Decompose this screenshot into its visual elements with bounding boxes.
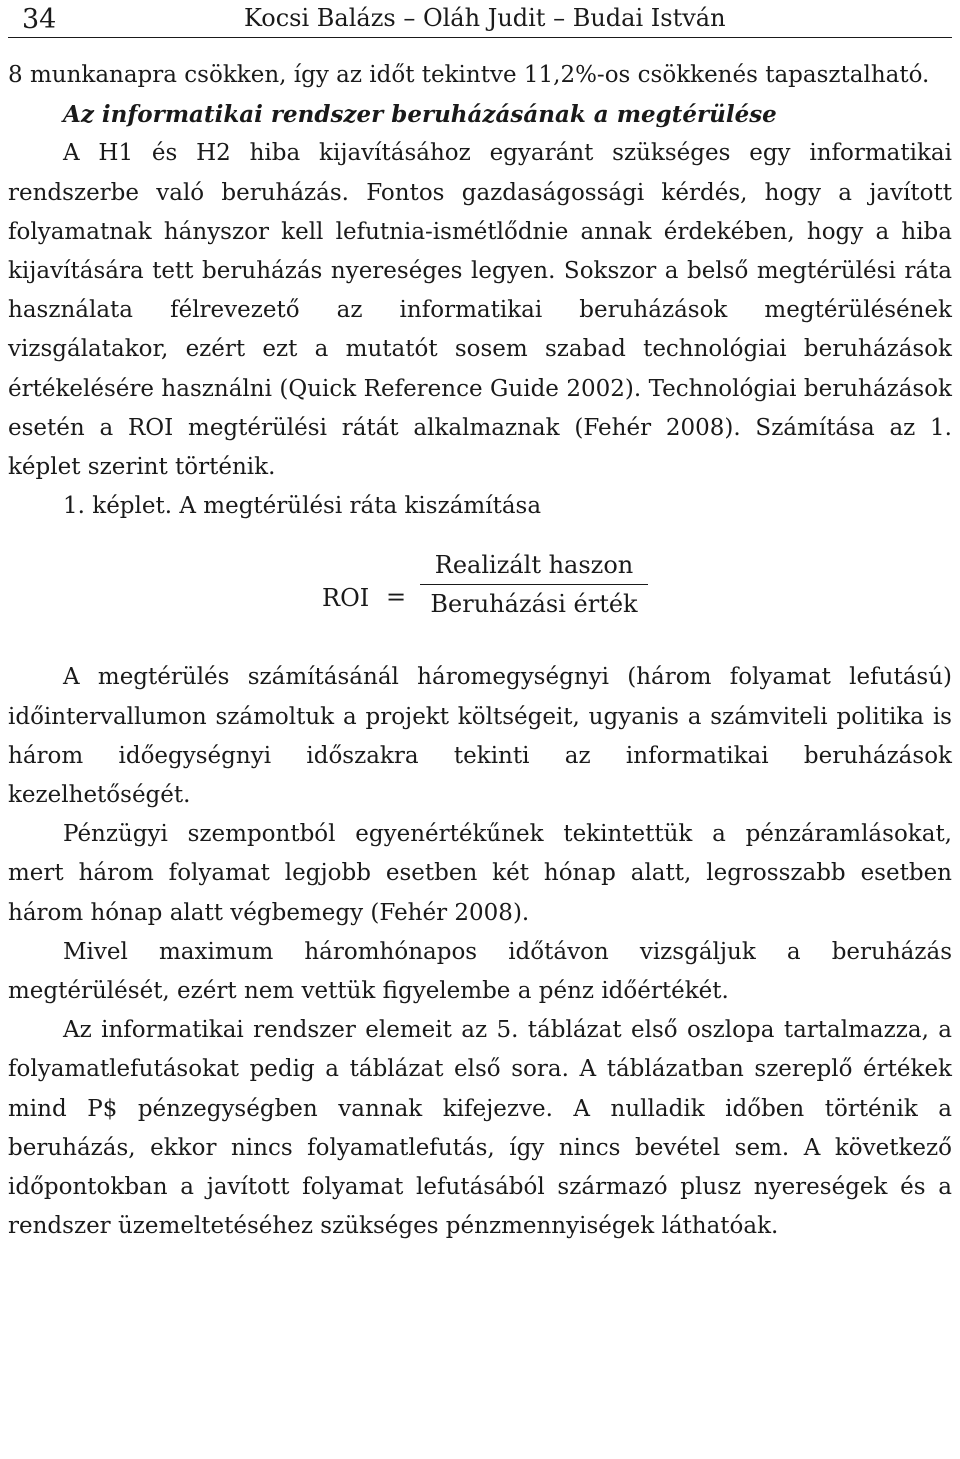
formula-caption: 1. képlet. A megtérülési ráta kiszámítása <box>63 493 542 520</box>
section-heading: Az informatikai rendszer beruházásának a megtérülése <box>63 101 777 129</box>
paragraph-time-value: Mivel maximum háromhónapos időtávon vizsgáljuk a beruházás megtérülését, ezért nem vettük figyelembe a pénz időértékét. <box>8 938 952 1005</box>
roi-formula <box>8 540 952 658</box>
paragraph-cash-flow: Pénzügyi szempontból egyenértékűnek tekintettük a pénzáramlásokat, mert három folyamat legjobb esetben két hónap alatt, legrosszabb esetben három hónap alatt végbemegy (Fehér 2008). <box>8 821 952 926</box>
body-text <box>8 56 952 1246</box>
paragraph-continuation: 8 munkanapra csökken, így az időt tekintve 11,2%-os csökkenés tapasztalható. <box>8 62 930 88</box>
formula-lhs: ROI <box>322 584 370 613</box>
formula-fraction <box>420 548 648 621</box>
page-header <box>8 0 952 40</box>
paragraph-system-elements: Az informatikai rendszer elemeit az 5. táblázat első oszlopa tartalmazza, a folyamatlefutásokat pedig a táblázat első sora. A táblázatban szereplő értékek mind P$ pénzegységben vannak kifejezve. A nulladik időben történik a beruházás, ekkor nincs folyamatlefutás, így nincs bevétel sem. A következő időpontokban a javított folyamat lefutásából származó plusz nyereségek és a rendszer üzemeltetéséhez szükséges pénzmennyiségek láthatóak. <box>8 1017 952 1240</box>
page-number: 34 <box>22 4 57 35</box>
paragraph-roi-intro: A H1 és H2 hiba kijavításához egyaránt szükséges egy informatikai rendszerbe való beruházás. Fontos gazdaságossági kérdés, hogy a javított folyamatnak hányszor kell lefutnia-ismétlődnie annak érdekében, hogy a hiba kijavítására tett beruházás nyereséges legyen. Sokszor a belső megtérülési ráta használata félrevezető az informatikai beruházások megtérülésének vizsgálatakor, ezért ezt a mutatót sosem szabad technológiai beruházások értékelésére használni (Quick Reference Guide 2002). Technológiai beruházások esetén a ROI megtérülési rátát alkalmaznak (Fehér 2008). Számítása az 1. képlet szerint történik. <box>8 140 952 481</box>
formula-equals: = <box>386 583 407 612</box>
running-head-authors: Kocsi Balázs – Oláh Judit – Budai István <box>244 4 726 32</box>
formula-denominator: Beruházási érték <box>430 590 638 619</box>
header-rule <box>8 37 952 38</box>
formula-numerator: Realizált haszon <box>420 548 648 585</box>
paragraph-time-interval: A megtérülés számításánál háromegységnyi (három folyamat lefutású) időintervallumon számoltuk a projekt költségeit, ugyanis a számviteli politika is három időegységnyi időszakra tekinti az informatikai beruházások kezelhetőségét. <box>8 664 952 809</box>
